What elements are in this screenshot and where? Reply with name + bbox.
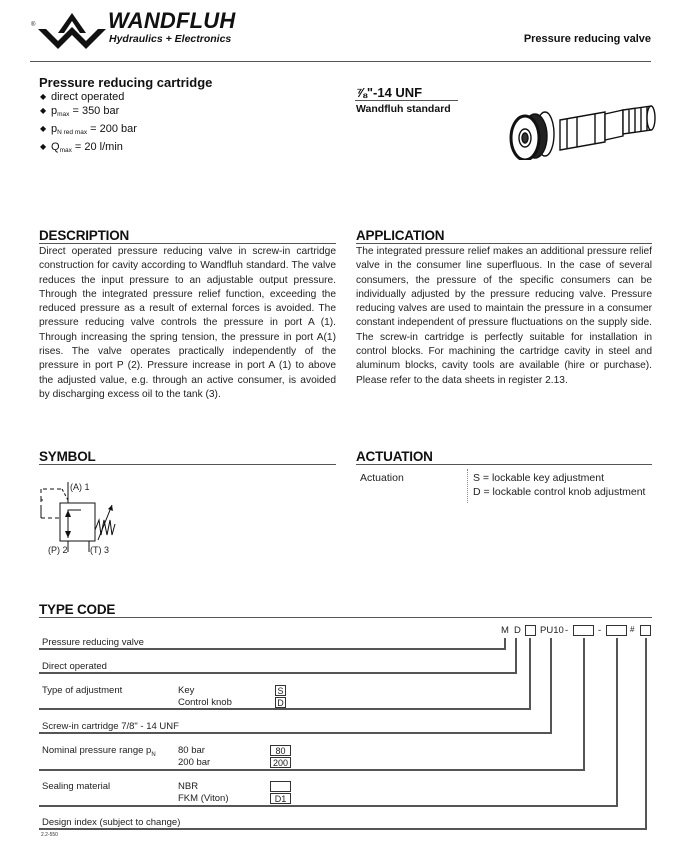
- header-divider: [30, 61, 651, 62]
- code-box-pressure: [573, 625, 594, 636]
- wandfluh-logo-icon: [38, 11, 106, 49]
- type-code-leader: [39, 828, 646, 830]
- application-divider: [356, 243, 652, 244]
- port-a-label: (A) 1: [70, 482, 90, 492]
- feature-item: ◆ $Q_{max} = 20$ l/min: [40, 140, 137, 158]
- code-dash: -: [565, 625, 569, 636]
- pressure-code-200: 200: [270, 757, 291, 768]
- type-code-leader: [39, 672, 516, 674]
- code-dash: -: [598, 625, 602, 636]
- pressure-option-80: 80 bar: [178, 745, 205, 756]
- description-text: Direct operated pressure reducing valve in screw-in cartridge construction for cavity according to Wandfluh standard. The valve reduces the input pressure to an adjustable output pressure. Through the integrated pressure relief function, exceeding the reduced pressure as a result of external forces is avoided. The pressure reducing valve controls the pressure in port A (1). Through increasing the spring tension, the pressure in port A(1) rises. The valve operates practically independently of the pressure in port P (2). Pressure increase in port A (1) to above the adjusted value, e.g. through an active consumer, is avoided by discharging excess oil to the tank (3).: [39, 246, 336, 400]
- type-code-leader: [39, 648, 505, 650]
- type-code-leader: [645, 638, 647, 830]
- description-heading: DESCRIPTION: [39, 228, 130, 243]
- actuation-label: Actuation: [360, 472, 404, 484]
- brand-name: WANDFLUH: [108, 8, 236, 33]
- actuation-options: [473, 471, 645, 499]
- actuation-heading: ACTUATION: [356, 449, 433, 464]
- type-code-row-label: Type of adjustment: [42, 685, 123, 696]
- sealing-option-nbr: NBR: [178, 781, 199, 792]
- feature-item: ◆ direct operated: [40, 90, 137, 104]
- type-code-leader: [583, 638, 585, 771]
- type-code-leader: [529, 638, 531, 710]
- port-p-label: (P) 2: [48, 545, 68, 555]
- sealing-option-fkm: FKM (Viton): [178, 793, 229, 804]
- registered-mark: ®: [31, 22, 36, 28]
- symbol-heading: SYMBOL: [39, 449, 96, 464]
- code-m: M: [501, 625, 509, 636]
- type-code-leader: [515, 638, 517, 674]
- type-code-leader: [504, 638, 506, 650]
- feature-item: ◆ $p_{N red max} = 200$ bar: [40, 122, 137, 140]
- actuation-option-key: S = lockable key adjustment: [473, 472, 605, 484]
- code-box-design-index: [640, 625, 651, 636]
- brand-tagline: Hydraulics + Electronics: [109, 33, 232, 45]
- actuation-divider: [356, 464, 652, 465]
- type-code-row-label: Design index (subject to change): [42, 817, 181, 828]
- adjustment-code-s: S: [275, 685, 286, 696]
- sealing-code-nbr: [270, 781, 291, 792]
- type-code-heading: TYPE CODE: [39, 602, 116, 617]
- thread-size: ⅞"-14 UNF: [356, 85, 423, 100]
- type-code-leader: [39, 732, 551, 734]
- symbol-divider: [39, 464, 336, 465]
- type-code-row-label: Sealing material: [42, 781, 111, 792]
- page-title: Pressure reducing valve: [523, 33, 651, 45]
- type-code-leader: [39, 805, 617, 807]
- type-code-leader: [39, 708, 530, 710]
- thread-standard: Wandfluh standard: [356, 103, 451, 115]
- product-title: Pressure reducing cartridge: [39, 75, 213, 90]
- page-code: 2.2-550: [41, 832, 58, 838]
- actuation-option-knob: D = lockable control knob adjustment: [473, 486, 646, 498]
- pressure-option-200: 200 bar: [178, 757, 211, 768]
- type-code-row-label: Pressure reducing valve: [42, 637, 144, 648]
- type-code-row-label: Screw-in cartridge 7/8" - 14 UNF: [42, 721, 179, 732]
- code-pu10: PU10: [540, 625, 564, 636]
- code-box-sealing: [606, 625, 627, 636]
- type-code-leader: [39, 769, 584, 771]
- actuation-column-divider: [467, 469, 468, 503]
- adjustment-option-knob: Control knob: [178, 697, 232, 708]
- code-d: D: [514, 625, 521, 636]
- type-code-leader: [550, 638, 552, 734]
- type-code-row-label: Nominal pressure range $p_N$: [42, 745, 156, 758]
- type-code-divider: [39, 617, 652, 618]
- type-code-row-label: Direct operated: [42, 661, 107, 672]
- adjustment-code-d: D: [275, 697, 286, 708]
- application-text: The integrated pressure relief makes an additional pressure relief valve in the consumer line superfluous. In the case of several consumers, the pressure of the specific consumers can be individually adjusted by the pressure reducing valve. Pressure reducing valves are used to maintain the pressure in a consumer constant independent of pressure fluctuations on the supply side. The screw-in cartridge is perfectly suitable for installation in control blocks. For machining the cartridge cavity in steel and aluminum blocks, cavity tools are available (hire or purchase). Please refer to the data sheets in register 2.13.: [356, 246, 652, 386]
- feature-item: ◆ $p_{max} = 350$ bar: [40, 104, 137, 122]
- code-box-adjustment: [525, 625, 536, 636]
- cartridge-image-icon: [505, 98, 665, 160]
- application-heading: APPLICATION: [356, 228, 445, 243]
- type-code-leader: [616, 638, 618, 807]
- feature-list: [40, 90, 137, 158]
- code-hash: #: [630, 625, 635, 634]
- sealing-code-fkm: D1: [270, 793, 291, 804]
- description-divider: [39, 243, 336, 244]
- pressure-code-80: 80: [270, 745, 291, 756]
- port-t-label: (T) 3: [90, 545, 109, 555]
- thread-divider: [355, 100, 458, 101]
- adjustment-option-key: Key: [178, 685, 195, 696]
